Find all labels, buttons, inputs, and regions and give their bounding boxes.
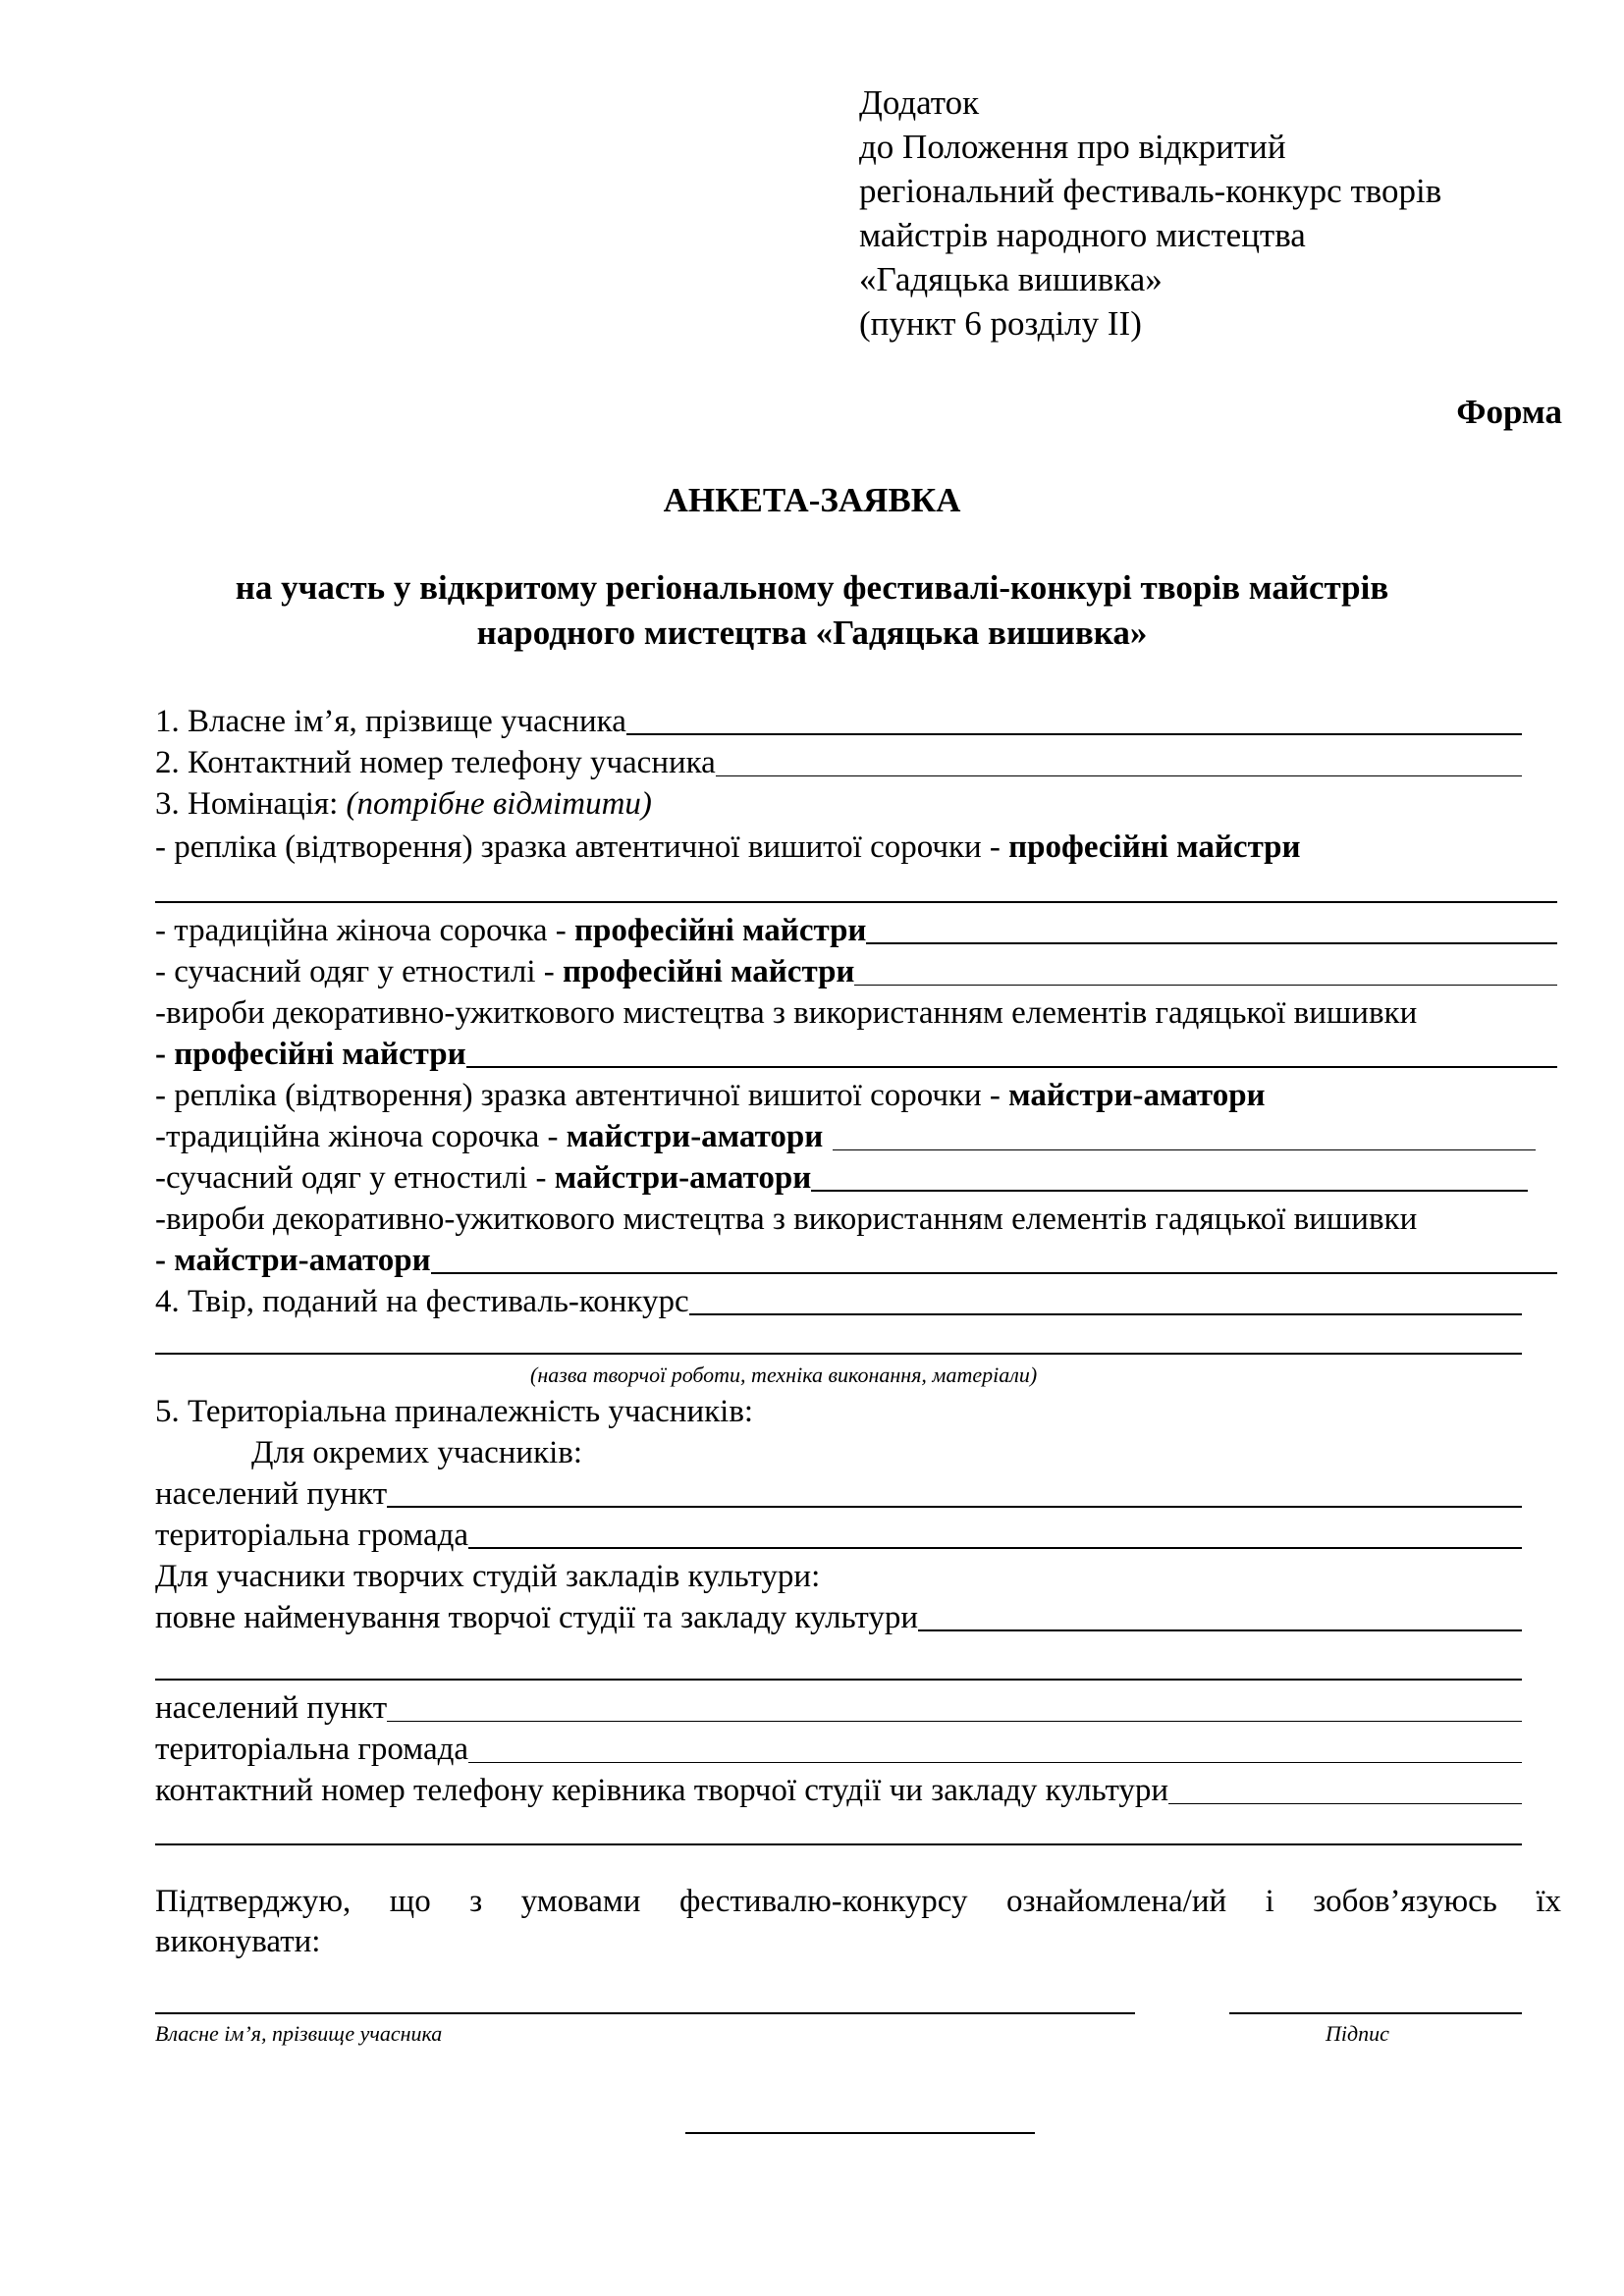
participant-phone-field[interactable]: [155, 743, 1522, 782]
signature-line[interactable]: [1229, 2012, 1522, 2014]
work-caption: (назва творчої роботи, техніка виконання, матеріали): [530, 1362, 1038, 1387]
participant-phone-label: 2. Контактний номер телефону учасника: [155, 745, 716, 780]
participant-name-line[interactable]: [626, 733, 1522, 735]
community-label-2: територіальна громада: [155, 1732, 469, 1767]
nomination-option-3[interactable]: [155, 952, 1557, 991]
nomination-option-text: - репліка (відтворення) зразка автентичної вишитої сорочки -: [155, 829, 1009, 865]
nomination-option-4-line[interactable]: [466, 1066, 1557, 1068]
subtitle-line: на участь у відкритому регіональному фестивалі-конкурі творів майстрів: [235, 568, 1389, 607]
form-label: Форма: [1456, 393, 1562, 431]
leader-phone-line[interactable]: [1168, 1803, 1522, 1804]
studio-name-label: повне найменування творчої студії та закладу культури: [155, 1600, 919, 1635]
nomination-option-5[interactable]: [155, 1076, 1266, 1115]
nomination-option-8[interactable]: [155, 1241, 1557, 1280]
community-label: територіальна громада: [155, 1518, 469, 1553]
participant-name-label: 1. Власне ім’я, прізвище учасника: [155, 704, 626, 739]
nomination-option-category: - професійні майстри: [155, 1037, 466, 1072]
leader-phone-label: контактний номер телефону керівника творчої студії чи закладу культури: [155, 1773, 1169, 1808]
nomination-option-category: майстри-аматори: [566, 1119, 824, 1154]
signature-name-line[interactable]: [155, 2012, 1135, 2014]
addendum-line: регіональний фестиваль-конкурс творів: [859, 172, 1442, 210]
studio-name-field[interactable]: [155, 1598, 1522, 1637]
settlement-line-2[interactable]: [387, 1721, 1522, 1722]
settlement-field[interactable]: [155, 1474, 1522, 1514]
confirmation-text-line-1: Підтверджую, що з умовами фестивалю-конкурсу ознайомлена/ий і зобов’язуюсь їх: [155, 1884, 1561, 1919]
nomination-option-4-text: -вироби декоративно-ужиткового мистецтва з використанням елементів гадяцької вишивки: [155, 995, 1418, 1031]
nomination-option-6[interactable]: [155, 1117, 1536, 1156]
signature-caption: Підпис: [1326, 2021, 1389, 2046]
participant-phone-line[interactable]: [716, 775, 1522, 776]
addendum-line: майстрів народного мистецтва: [859, 216, 1306, 254]
nomination-option-category: майстри-аматори: [554, 1160, 812, 1196]
studio-label: Для учасники творчих студій закладів культури:: [155, 1559, 821, 1594]
settlement-field-2[interactable]: [155, 1688, 1522, 1728]
document-subtitle: [0, 565, 1624, 656]
addendum-line: (пункт 6 розділу II): [859, 304, 1142, 343]
nomination-option-6-line[interactable]: [833, 1149, 1536, 1150]
work-line[interactable]: [689, 1313, 1522, 1315]
participant-name-field[interactable]: [155, 702, 1522, 741]
nomination-option-2[interactable]: [155, 911, 1557, 950]
studio-name-line[interactable]: [918, 1629, 1522, 1631]
settlement-label-2: населений пункт: [155, 1690, 388, 1726]
addendum-line: Додаток: [859, 83, 980, 122]
addendum-block: [859, 80, 1566, 346]
community-line-2[interactable]: [468, 1762, 1522, 1763]
community-field-2[interactable]: [155, 1730, 1522, 1769]
nomination-option-category: професійні майстри: [574, 913, 867, 948]
nomination-option-8-line[interactable]: [431, 1272, 1557, 1274]
date-line[interactable]: [685, 2132, 1035, 2134]
nomination-option-category: майстри-аматори: [1008, 1078, 1266, 1113]
nomination-option-7-line[interactable]: [811, 1190, 1528, 1192]
nomination-option-text: - репліка (відтворення) зразка автентичної вишитої сорочки -: [155, 1078, 1009, 1113]
nomination-option-2-line[interactable]: [866, 942, 1557, 944]
nomination-option-category: професійні майстри: [1008, 829, 1301, 865]
settlement-label: населений пункт: [155, 1476, 388, 1512]
nomination-option-8-text: -вироби декоративно-ужиткового мистецтва з використанням елементів гадяцької вишивки: [155, 1201, 1418, 1237]
nomination-option-text: - сучасний одяг у етностилі -: [155, 954, 564, 989]
subtitle-line: народного мистецтва «Гадяцька вишивка»: [476, 614, 1148, 652]
community-line[interactable]: [468, 1547, 1522, 1549]
nomination-option-7[interactable]: [155, 1158, 1528, 1198]
nomination-label: 3. Номінація:: [155, 786, 339, 822]
nomination-hint: (потрібне відмітити): [346, 786, 652, 822]
territory-label: 5. Територіальна приналежність учасників:: [155, 1394, 754, 1429]
signature-name-caption: Власне ім’я, прізвище учасника: [155, 2021, 443, 2046]
work-label: 4. Твір, поданий на фестиваль-конкурс: [155, 1284, 689, 1319]
nomination-heading: [155, 784, 652, 824]
nomination-option-category: професійні майстри: [563, 954, 855, 989]
leader-phone-field[interactable]: [155, 1771, 1522, 1810]
studio-name-line-2[interactable]: [155, 1679, 1522, 1681]
work-line-2[interactable]: [155, 1353, 1522, 1355]
individual-label: Для окремих учасників:: [251, 1435, 583, 1470]
confirmation-text-line-2: виконувати:: [155, 1924, 321, 1959]
addendum-line: «Гадяцька вишивка»: [859, 260, 1163, 298]
nomination-option-3-line[interactable]: [854, 985, 1557, 986]
settlement-line[interactable]: [387, 1506, 1522, 1508]
leader-phone-line-2[interactable]: [155, 1843, 1522, 1845]
nomination-option-4[interactable]: [155, 1035, 1557, 1074]
addendum-line: до Положення про відкритий: [859, 128, 1286, 166]
nomination-option-1[interactable]: [155, 828, 1301, 867]
nomination-option-text: -традиційна жіноча сорочка -: [155, 1119, 567, 1154]
nomination-option-text: -сучасний одяг у етностилі -: [155, 1160, 555, 1196]
nomination-option-text: - традиційна жіноча сорочка -: [155, 913, 575, 948]
work-field[interactable]: [155, 1282, 1522, 1321]
community-field[interactable]: [155, 1516, 1522, 1555]
document-title: АНКЕТА-ЗАЯВКА: [663, 481, 961, 519]
nomination-option-category: - майстри-аматори: [155, 1243, 431, 1278]
nomination-option-1-line[interactable]: [155, 901, 1557, 903]
